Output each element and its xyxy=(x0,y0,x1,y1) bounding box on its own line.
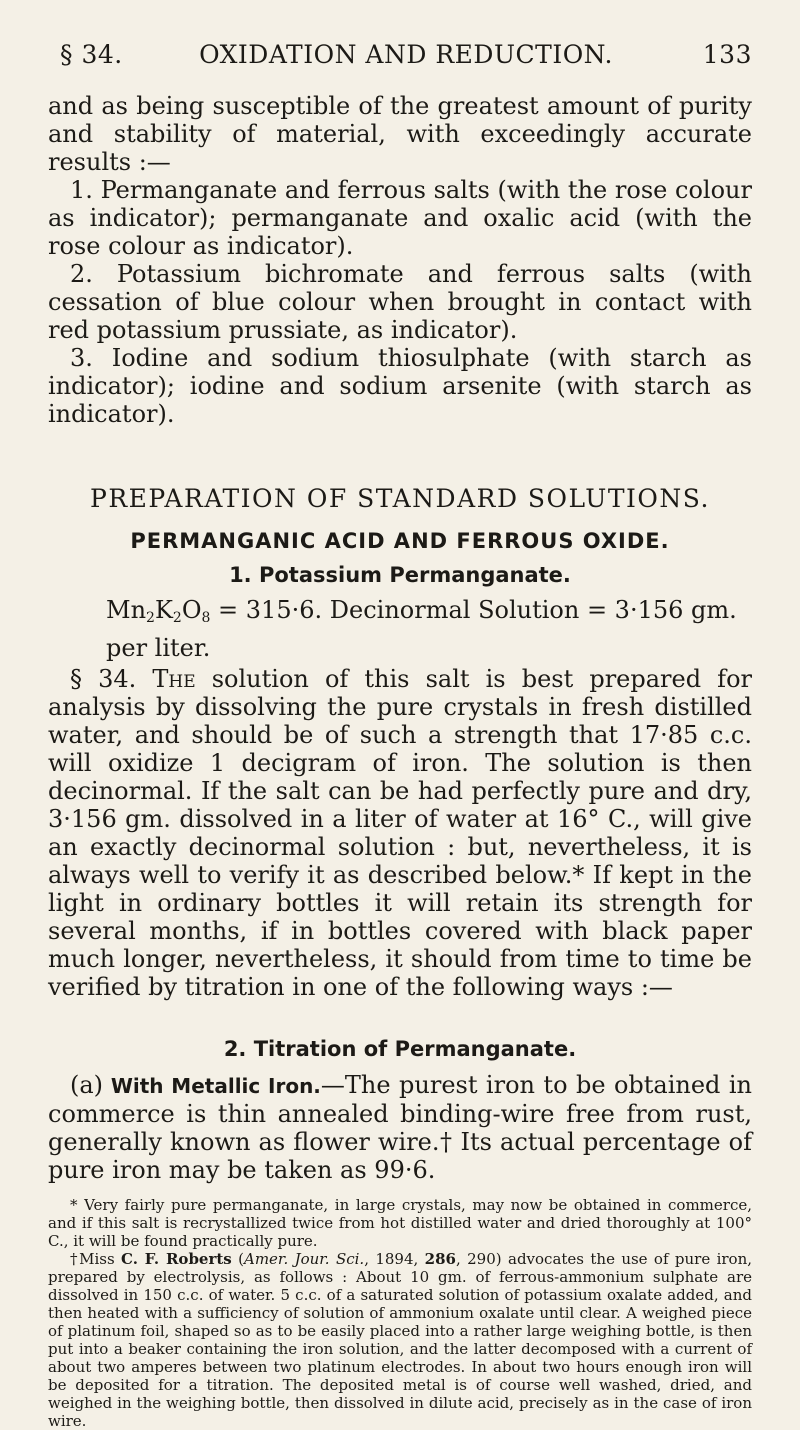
paragraph-34-lead: § 34. xyxy=(70,665,153,693)
paragraph-metallic-iron xyxy=(48,1071,752,1184)
paragraph-a-label: (a) xyxy=(70,1071,104,1099)
footnote-2-ref-open: ( xyxy=(231,1250,244,1268)
section-number: § 34. xyxy=(60,40,123,69)
formula-k-sub: 2 xyxy=(172,610,182,626)
footnote-2-mark: †Miss xyxy=(70,1250,122,1268)
footnote-2-ref-year: , 1894, xyxy=(364,1250,425,1268)
formula-mn: Mn xyxy=(106,596,147,624)
footnote-2-volume: 286 xyxy=(424,1250,456,1268)
footnote-2 xyxy=(48,1250,752,1430)
formula-line xyxy=(48,595,752,663)
heading-potassium-permanganate: 1. Potassium Permanganate. xyxy=(229,563,571,587)
method-item-3: 3. Iodine and sodium thiosulphate (with starch as indicator); iodine and sodium arsenite (with starch as indicator). xyxy=(48,344,752,428)
page-body xyxy=(48,92,752,1430)
paragraph-a-bold: With Metallic Iron. xyxy=(103,1074,321,1098)
paragraph-34-text: solution of this salt is best prepared for analysis by dissolving the pure crystals in fresh distilled water, and should be of such a strength that 17·85 c.c. will oxidize 1 decigram of iron. The solution is then decinormal. If the salt can be had perfectly pure and dry, 3·156 gm. dissolved in a liter of water at 16° C., will give an exactly decinormal solution : but, nevertheless, it is always well to verify it as described below.* If kept in the light in ordinary bottles it will retain its strength for several months, if in bottles covered with black paper much longer, nevertheless, it should from time to time be verified by titration in one of the following ways :— xyxy=(48,665,752,1001)
paragraph-34 xyxy=(48,665,752,1001)
footnotes xyxy=(48,1196,752,1430)
subsection-heading: PERMANGANIC ACID AND FERROUS OXIDE. xyxy=(130,529,670,553)
method-item-2: 2. Potassium bichromate and ferrous salts (with cessation of blue colour when brought in contact with red potassium prussiate, as indicator). xyxy=(48,260,752,344)
footnote-2-journal: Amer. Jour. Sci. xyxy=(243,1250,365,1268)
formula-o: O xyxy=(181,596,202,624)
footnote-2-ref-close: , 290) xyxy=(455,1250,502,1268)
running-title: OXIDATION AND REDUCTION. xyxy=(199,40,613,69)
chapter-heading: PREPARATION OF STANDARD SOLUTIONS. xyxy=(90,484,710,513)
paragraph-a-text: —The purest iron to be obtained in commerce is thin annealed binding-wire free from rust, generally known as flower wire.† Its actual percentage of pure iron may be taken as 99·6. xyxy=(48,1071,752,1184)
formula-o-sub: 8 xyxy=(201,610,211,626)
formula-k: K xyxy=(154,596,173,624)
footnote-1: * Very fairly pure permanganate, in large crystals, may now be obtained in commerce, and if this salt is recrystallized twice from hot distilled water and dried thoroughly at 100° C., it will be found practically pure. xyxy=(48,1196,752,1250)
heading-titration: 2. Titration of Permanganate. xyxy=(223,1037,577,1061)
paragraph-34-lead-smallcaps: The xyxy=(152,665,196,693)
formula-mn-sub: 2 xyxy=(146,610,155,626)
page-number: 133 xyxy=(702,40,752,69)
method-item-1: 1. Permanganate and ferrous salts (with the rose colour as indicator); permanganate and oxalic acid (with the rose colour as indicator). xyxy=(48,176,752,260)
footnote-2-text: advocates the use of pure iron, prepared by electrolysis, as follows : About 10 gm. of ferrous-ammonium sulphate are dissolved in 150 c.c. of water. 5 c.c. of a saturated solution of potassium oxalate added, and then heated with a sufficiency of solution of ammonium oxalate until clear. A weighed piece of platinum foil, shaped so as to be easily placed into a rather large weighing bottle, is then put into a beaker containing the iron solution, and the latter decomposed with a current of about two amperes between two platinum electrodes. In about two hours enough iron will be deposited for a titration. The deposited metal is of course well washed, dried, and weighed in the weighing bottle, then dissolved in dilute acid, precisely as in the case of iron wire. xyxy=(48,1250,753,1430)
intro-paragraph: and as being susceptible of the greatest amount of purity and stability of material, with exceedingly accurate results :— xyxy=(48,92,752,176)
formula-rest: = 315·6. Decinormal Solution = 3·156 gm. per liter. xyxy=(106,596,737,662)
footnote-2-author: C. F. Roberts xyxy=(121,1250,232,1268)
